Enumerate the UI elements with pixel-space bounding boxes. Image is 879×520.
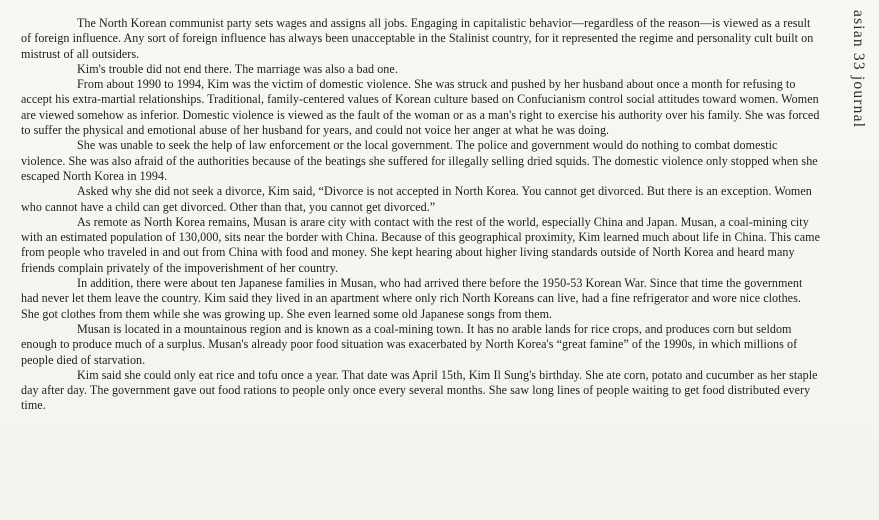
journal-side-label bbox=[835, 8, 875, 188]
article-body bbox=[21, 16, 821, 414]
paragraph: In addition, there were about ten Japanese families in Musan, who had arrived there before the 1950-53 Korean War. Since that time the government had never let them leave the country. Kim said they lived in an apartment where only rich North Koreans can live, had a fine refrigerator and wore nice clothes. She got clothes from them while she was growing up. She even learned some old Japanese songs from them. bbox=[21, 276, 803, 321]
paragraph: The North Korean communist party sets wages and assigns all jobs. Engaging in capitalistic behavior—regardless of the reason—is viewed as a result of foreign influence. Any sort of foreign influence has always been unacceptable in the Stalinist country, for it represented the regime and personality cult built on mistrust of all outsiders. bbox=[21, 16, 814, 61]
journal-title: asian 33 journal bbox=[850, 10, 867, 129]
paragraph: She was unable to seek the help of law enforcement or the local government. The police and government would do nothing to combat domestic violence. She was also afraid of the authorities because of the beatings she suffered for illegally selling dried squids. The domestic violence only stopped when she escaped North Korea in 1994. bbox=[21, 138, 818, 183]
paragraph: Asked why she did not seek a divorce, Kim said, “Divorce is not accepted in North Korea. You cannot get divorced. But there is an exception. Women who cannot have a child can get divorced. Other than that, you cannot get divorced.” bbox=[21, 184, 812, 214]
paragraph: Kim said she could only eat rice and tofu once a year. That date was April 15th, Kim Il Sung's birthday. She ate corn, potato and cucumber as her staple day after day. The government gave out food rations to people only once every several months. She saw long lines of people waiting to get food distributed every time. bbox=[21, 367, 818, 413]
paragraph: Kim's trouble did not end there. The marriage was also a bad one. bbox=[77, 61, 398, 76]
paragraph: As remote as North Korea remains, Musan is arare city with contact with the rest of the world, especially China and Japan. Musan, a coal-mining city with an estimated population of 130,000, sits near the border with China. Because of this geographical proximity, Kim learned much about life in China. This came from people who traveled in and out from China with food and money. She kept hearing about higher living standards outside of North Korea and heard many friends complain privately of the impoverishment of her country. bbox=[21, 214, 820, 275]
paragraph: Musan is located in a mountainous region and is known as a coal-mining town. It has no arable lands for rice crops, and produces corn but seldom enough to produce much of a surplus. Musan's already poor food situation was exacerbated by North Korea's “great famine” of the 1990s, in which millions of people died of starvation. bbox=[21, 321, 798, 367]
paragraph: From about 1990 to 1994, Kim was the victim of domestic violence. She was struck and pushed by her husband about once a month for refusing to accept his extra-martial relationships. Traditional, family-centered values of Korean culture based on Confucianism control social attitudes toward women. Women are viewed somehow as inferior. Domestic violence is viewed as the fault of the woman or as a man's right to exercise his authority over his family. She was forced to suffer the physical and emotional abuse of her husband for years, and could not voice her anger at what he was doing. bbox=[21, 77, 820, 138]
